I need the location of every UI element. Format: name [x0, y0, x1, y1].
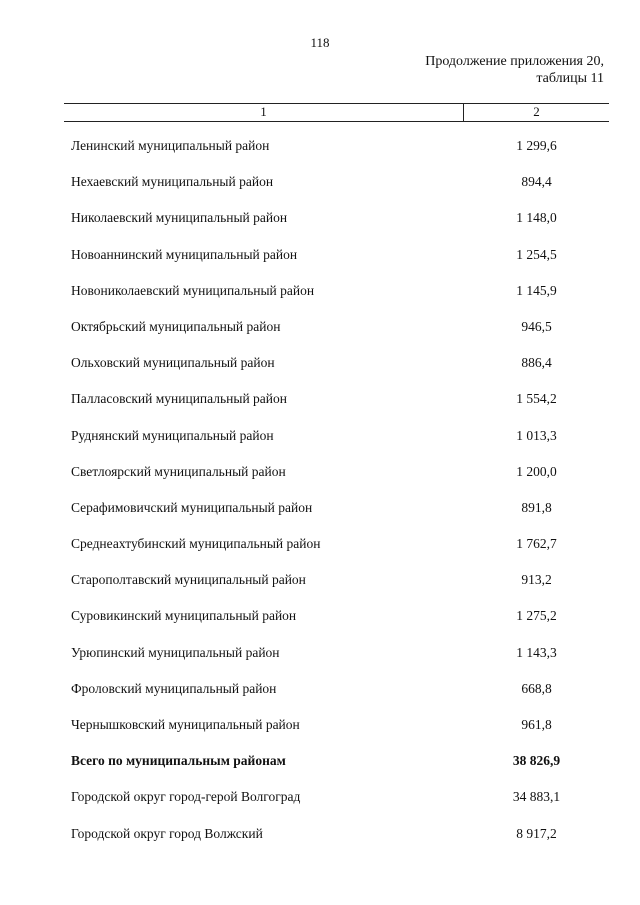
- table-row: [0, 275, 640, 311]
- row-name: Суровикинский муниципальный район: [71, 608, 297, 624]
- row-value: 1 148,0: [516, 210, 557, 226]
- row-name: Городской округ город-герой Волгоград: [71, 789, 301, 805]
- row-value: 894,4: [521, 174, 552, 190]
- row-name: Ольховский муниципальный район: [71, 355, 275, 371]
- table-row: [0, 637, 640, 673]
- row-name: Октябрьский муниципальный район: [71, 318, 281, 334]
- row-value: 1 013,3: [516, 427, 557, 443]
- row-value: 8 917,2: [516, 825, 557, 841]
- row-name: Руднянский муниципальный район: [71, 427, 274, 443]
- row-value: 1 554,2: [516, 391, 557, 407]
- row-name: Всего по муниципальным районам: [71, 753, 286, 769]
- table-row: [0, 166, 640, 202]
- table-row: [0, 456, 640, 492]
- row-name: Новоаннинский муниципальный район: [71, 246, 298, 262]
- table-header-col-2: 2: [533, 104, 540, 119]
- row-name: Ленинский муниципальный район: [71, 138, 270, 153]
- table-row: [0, 383, 640, 419]
- page-number: 118: [310, 35, 330, 50]
- table-row: [0, 564, 640, 600]
- row-name: Новониколаевский муниципальный район: [71, 282, 315, 298]
- row-name: Серафимовичский муниципальный район: [71, 499, 313, 515]
- row-name: Среднеахтубинский муниципальный район: [71, 536, 321, 552]
- row-name: Городской округ город Волжский: [71, 825, 263, 841]
- table-row: [0, 311, 640, 347]
- table-row-total: [0, 745, 640, 781]
- table-row: [0, 420, 640, 456]
- row-value: 34 883,1: [512, 789, 561, 805]
- table-row: [0, 673, 640, 709]
- row-value: 668,8: [521, 680, 552, 696]
- row-name: Старополтавский муниципальный район: [71, 572, 306, 588]
- table-row: [0, 130, 640, 166]
- table-row: [0, 818, 640, 854]
- row-value: 1 254,5: [516, 246, 557, 262]
- continuation-note: [425, 53, 604, 87]
- table-row: [0, 239, 640, 275]
- table-header-rule-bottom: [64, 121, 609, 122]
- row-value: 1 762,7: [516, 536, 557, 552]
- table-row: [0, 492, 640, 528]
- row-value: 38 826,9: [512, 753, 561, 769]
- table-body: [0, 130, 640, 854]
- row-value: 1 200,0: [516, 463, 557, 479]
- row-value: 1 145,9: [516, 282, 557, 298]
- table-row: [0, 600, 640, 636]
- continuation-line-1: Продолжение приложения 20,: [425, 54, 604, 69]
- row-value: 1 299,6: [516, 138, 557, 153]
- row-name: Нехаевский муниципальный район: [71, 174, 274, 190]
- table-row: [0, 781, 640, 817]
- table-row: [0, 709, 640, 745]
- row-name: Палласовский муниципальный район: [71, 391, 287, 407]
- table-row: [0, 528, 640, 564]
- row-value: 961,8: [521, 717, 552, 732]
- row-name: Николаевский муниципальный район: [71, 210, 288, 226]
- table-row: [0, 202, 640, 238]
- table-header-col-1: 1: [260, 104, 267, 119]
- row-name: Светлоярский муниципальный район: [71, 463, 286, 479]
- continuation-line-2: таблицы 11: [536, 71, 604, 86]
- row-name: Урюпинский муниципальный район: [71, 644, 280, 660]
- row-value: 886,4: [521, 355, 552, 371]
- row-value: 891,8: [521, 499, 552, 515]
- table-row: [0, 347, 640, 383]
- row-value: 1 143,3: [516, 644, 557, 660]
- row-value: 913,2: [521, 572, 552, 588]
- row-value: 946,5: [521, 318, 552, 334]
- row-name: Фроловский муниципальный район: [71, 680, 277, 696]
- row-name: Чернышковский муниципальный район: [71, 717, 300, 732]
- row-value: 1 275,2: [516, 608, 557, 624]
